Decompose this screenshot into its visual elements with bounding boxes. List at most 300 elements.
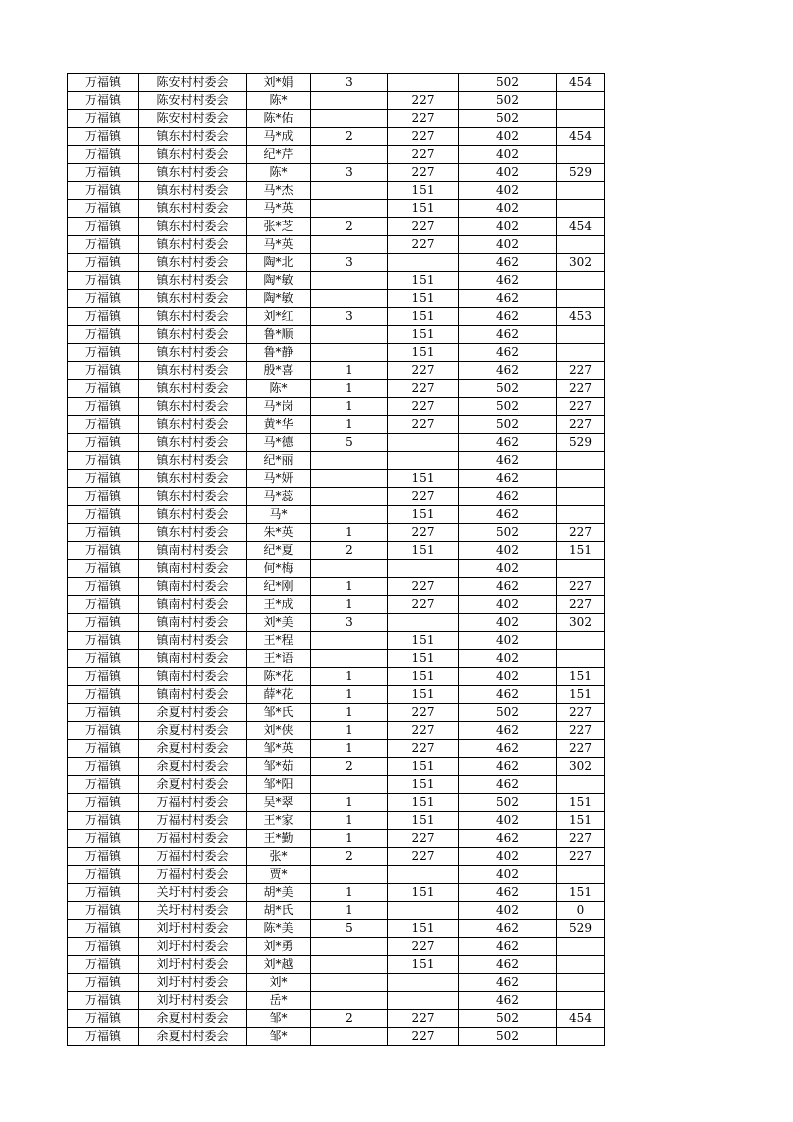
village-committee-cell: 镇东村村委会 xyxy=(139,434,247,452)
person-name-cell: 朱*英 xyxy=(247,524,311,542)
table-row xyxy=(68,272,605,290)
person-name-cell: 陈* xyxy=(247,164,311,182)
amount-a-cell xyxy=(388,434,459,452)
amount-c-cell: 227 xyxy=(557,848,605,866)
village-committee-cell: 刘圩村村委会 xyxy=(139,956,247,974)
amount-c-cell: 453 xyxy=(557,308,605,326)
count-cell: 1 xyxy=(311,524,388,542)
amount-a-cell: 151 xyxy=(388,542,459,560)
table-row xyxy=(68,200,605,218)
amount-c-cell xyxy=(557,92,605,110)
amount-c-cell: 151 xyxy=(557,812,605,830)
town-cell: 万福镇 xyxy=(68,218,139,236)
table-row xyxy=(68,992,605,1010)
amount-b-cell: 502 xyxy=(459,1028,557,1046)
amount-b-cell: 402 xyxy=(459,164,557,182)
count-cell xyxy=(311,272,388,290)
town-cell: 万福镇 xyxy=(68,578,139,596)
town-cell: 万福镇 xyxy=(68,146,139,164)
amount-c-cell: 151 xyxy=(557,542,605,560)
village-committee-cell: 镇东村村委会 xyxy=(139,362,247,380)
amount-c-cell xyxy=(557,290,605,308)
village-committee-cell: 刘圩村村委会 xyxy=(139,974,247,992)
amount-a-cell: 227 xyxy=(388,1010,459,1028)
person-name-cell: 黄*华 xyxy=(247,416,311,434)
count-cell xyxy=(311,992,388,1010)
amount-a-cell: 151 xyxy=(388,308,459,326)
town-cell: 万福镇 xyxy=(68,128,139,146)
amount-c-cell: 227 xyxy=(557,380,605,398)
table-row xyxy=(68,182,605,200)
table-row xyxy=(68,596,605,614)
person-name-cell: 王*勤 xyxy=(247,830,311,848)
amount-b-cell: 462 xyxy=(459,722,557,740)
amount-a-cell: 151 xyxy=(388,686,459,704)
village-committee-cell: 刘圩村村委会 xyxy=(139,920,247,938)
person-name-cell: 纪*芹 xyxy=(247,146,311,164)
amount-a-cell: 227 xyxy=(388,146,459,164)
amount-c-cell: 454 xyxy=(557,1010,605,1028)
amount-b-cell: 462 xyxy=(459,362,557,380)
village-committee-cell: 陈安村村委会 xyxy=(139,92,247,110)
amount-c-cell xyxy=(557,182,605,200)
amount-b-cell: 462 xyxy=(459,740,557,758)
amount-c-cell xyxy=(557,992,605,1010)
town-cell: 万福镇 xyxy=(68,812,139,830)
person-name-cell: 陶*敏 xyxy=(247,290,311,308)
table-row xyxy=(68,794,605,812)
town-cell: 万福镇 xyxy=(68,632,139,650)
amount-a-cell: 227 xyxy=(388,578,459,596)
village-committee-cell: 镇东村村委会 xyxy=(139,200,247,218)
table-row xyxy=(68,308,605,326)
person-name-cell: 刘*侠 xyxy=(247,722,311,740)
table-row xyxy=(68,452,605,470)
amount-c-cell: 0 xyxy=(557,902,605,920)
amount-b-cell: 462 xyxy=(459,920,557,938)
amount-a-cell: 151 xyxy=(388,758,459,776)
amount-c-cell: 529 xyxy=(557,920,605,938)
person-name-cell: 王*成 xyxy=(247,596,311,614)
table-row xyxy=(68,218,605,236)
town-cell: 万福镇 xyxy=(68,722,139,740)
village-committee-cell: 镇东村村委会 xyxy=(139,272,247,290)
village-committee-cell: 镇南村村委会 xyxy=(139,578,247,596)
amount-a-cell: 227 xyxy=(388,92,459,110)
count-cell xyxy=(311,650,388,668)
village-committee-cell: 陈安村村委会 xyxy=(139,74,247,92)
amount-c-cell: 454 xyxy=(557,74,605,92)
amount-b-cell: 462 xyxy=(459,776,557,794)
count-cell xyxy=(311,236,388,254)
amount-c-cell xyxy=(557,470,605,488)
count-cell: 1 xyxy=(311,380,388,398)
count-cell: 3 xyxy=(311,164,388,182)
town-cell: 万福镇 xyxy=(68,380,139,398)
table-row xyxy=(68,830,605,848)
table-row xyxy=(68,1010,605,1028)
count-cell xyxy=(311,92,388,110)
town-cell: 万福镇 xyxy=(68,344,139,362)
person-name-cell: 马* xyxy=(247,506,311,524)
town-cell: 万福镇 xyxy=(68,974,139,992)
table-row xyxy=(68,722,605,740)
village-committee-cell: 关圩村村委会 xyxy=(139,902,247,920)
person-name-cell: 邹*茹 xyxy=(247,758,311,776)
amount-a-cell: 151 xyxy=(388,794,459,812)
town-cell: 万福镇 xyxy=(68,938,139,956)
amount-c-cell xyxy=(557,146,605,164)
amount-a-cell: 227 xyxy=(388,416,459,434)
person-name-cell: 纪*夏 xyxy=(247,542,311,560)
amount-c-cell xyxy=(557,632,605,650)
count-cell xyxy=(311,632,388,650)
amount-b-cell: 462 xyxy=(459,884,557,902)
person-name-cell: 陈*花 xyxy=(247,668,311,686)
count-cell xyxy=(311,938,388,956)
table-row xyxy=(68,362,605,380)
count-cell xyxy=(311,200,388,218)
amount-b-cell: 462 xyxy=(459,326,557,344)
amount-c-cell: 529 xyxy=(557,164,605,182)
person-name-cell: 邹*英 xyxy=(247,740,311,758)
amount-b-cell: 402 xyxy=(459,632,557,650)
town-cell: 万福镇 xyxy=(68,758,139,776)
amount-a-cell: 227 xyxy=(388,1028,459,1046)
table-row xyxy=(68,884,605,902)
person-name-cell: 鲁*静 xyxy=(247,344,311,362)
count-cell: 1 xyxy=(311,794,388,812)
amount-c-cell xyxy=(557,560,605,578)
data-table xyxy=(67,73,605,1046)
amount-a-cell: 151 xyxy=(388,650,459,668)
amount-c-cell: 454 xyxy=(557,128,605,146)
village-committee-cell: 镇南村村委会 xyxy=(139,632,247,650)
person-name-cell: 陈* xyxy=(247,92,311,110)
amount-a-cell xyxy=(388,614,459,632)
amount-a-cell: 227 xyxy=(388,128,459,146)
table-row xyxy=(68,956,605,974)
amount-a-cell: 227 xyxy=(388,848,459,866)
count-cell: 3 xyxy=(311,308,388,326)
town-cell: 万福镇 xyxy=(68,308,139,326)
amount-a-cell: 151 xyxy=(388,956,459,974)
amount-c-cell: 302 xyxy=(557,254,605,272)
amount-c-cell: 529 xyxy=(557,434,605,452)
village-committee-cell: 镇东村村委会 xyxy=(139,146,247,164)
amount-a-cell: 227 xyxy=(388,218,459,236)
town-cell: 万福镇 xyxy=(68,434,139,452)
town-cell: 万福镇 xyxy=(68,362,139,380)
village-committee-cell: 镇南村村委会 xyxy=(139,560,247,578)
town-cell: 万福镇 xyxy=(68,848,139,866)
town-cell: 万福镇 xyxy=(68,290,139,308)
count-cell: 1 xyxy=(311,830,388,848)
count-cell xyxy=(311,344,388,362)
table-row xyxy=(68,542,605,560)
table-row xyxy=(68,236,605,254)
count-cell: 1 xyxy=(311,884,388,902)
person-name-cell: 马*成 xyxy=(247,128,311,146)
person-name-cell: 陈* xyxy=(247,380,311,398)
count-cell xyxy=(311,470,388,488)
amount-c-cell: 454 xyxy=(557,218,605,236)
village-committee-cell: 镇东村村委会 xyxy=(139,290,247,308)
amount-a-cell: 227 xyxy=(388,938,459,956)
table-row xyxy=(68,398,605,416)
count-cell xyxy=(311,290,388,308)
count-cell xyxy=(311,110,388,128)
village-committee-cell: 镇南村村委会 xyxy=(139,686,247,704)
amount-a-cell: 227 xyxy=(388,164,459,182)
town-cell: 万福镇 xyxy=(68,182,139,200)
amount-b-cell: 502 xyxy=(459,380,557,398)
amount-b-cell: 402 xyxy=(459,236,557,254)
town-cell: 万福镇 xyxy=(68,686,139,704)
person-name-cell: 刘*越 xyxy=(247,956,311,974)
amount-c-cell xyxy=(557,866,605,884)
village-committee-cell: 镇东村村委会 xyxy=(139,326,247,344)
village-committee-cell: 镇东村村委会 xyxy=(139,452,247,470)
table-row xyxy=(68,560,605,578)
town-cell: 万福镇 xyxy=(68,1028,139,1046)
town-cell: 万福镇 xyxy=(68,470,139,488)
amount-b-cell: 462 xyxy=(459,938,557,956)
amount-b-cell: 402 xyxy=(459,668,557,686)
amount-a-cell: 151 xyxy=(388,812,459,830)
town-cell: 万福镇 xyxy=(68,398,139,416)
town-cell: 万福镇 xyxy=(68,902,139,920)
count-cell xyxy=(311,146,388,164)
amount-b-cell: 462 xyxy=(459,758,557,776)
table-row xyxy=(68,92,605,110)
table-row xyxy=(68,74,605,92)
amount-a-cell: 227 xyxy=(388,722,459,740)
town-cell: 万福镇 xyxy=(68,488,139,506)
person-name-cell: 王*程 xyxy=(247,632,311,650)
town-cell: 万福镇 xyxy=(68,200,139,218)
table-row xyxy=(68,920,605,938)
amount-c-cell: 151 xyxy=(557,794,605,812)
village-committee-cell: 镇东村村委会 xyxy=(139,128,247,146)
village-committee-cell: 余夏村村委会 xyxy=(139,758,247,776)
count-cell: 1 xyxy=(311,686,388,704)
amount-c-cell xyxy=(557,776,605,794)
village-committee-cell: 刘圩村村委会 xyxy=(139,992,247,1010)
village-committee-cell: 镇东村村委会 xyxy=(139,236,247,254)
person-name-cell: 王*家 xyxy=(247,812,311,830)
count-cell: 2 xyxy=(311,1010,388,1028)
village-committee-cell: 镇南村村委会 xyxy=(139,614,247,632)
count-cell: 1 xyxy=(311,596,388,614)
town-cell: 万福镇 xyxy=(68,668,139,686)
amount-a-cell: 227 xyxy=(388,740,459,758)
table-row xyxy=(68,128,605,146)
count-cell xyxy=(311,182,388,200)
table-row xyxy=(68,578,605,596)
count-cell xyxy=(311,488,388,506)
village-committee-cell: 镇南村村委会 xyxy=(139,668,247,686)
amount-b-cell: 462 xyxy=(459,992,557,1010)
amount-b-cell: 462 xyxy=(459,344,557,362)
count-cell: 3 xyxy=(311,254,388,272)
amount-c-cell xyxy=(557,110,605,128)
table-row xyxy=(68,434,605,452)
count-cell xyxy=(311,326,388,344)
table-row xyxy=(68,1028,605,1046)
amount-c-cell xyxy=(557,974,605,992)
town-cell: 万福镇 xyxy=(68,596,139,614)
village-committee-cell: 镇南村村委会 xyxy=(139,650,247,668)
village-committee-cell: 镇南村村委会 xyxy=(139,596,247,614)
count-cell: 1 xyxy=(311,812,388,830)
amount-c-cell xyxy=(557,650,605,668)
amount-a-cell: 151 xyxy=(388,470,459,488)
amount-c-cell: 227 xyxy=(557,362,605,380)
amount-c-cell xyxy=(557,326,605,344)
amount-a-cell xyxy=(388,974,459,992)
amount-b-cell: 462 xyxy=(459,956,557,974)
amount-a-cell: 151 xyxy=(388,668,459,686)
amount-a-cell: 151 xyxy=(388,200,459,218)
amount-a-cell xyxy=(388,902,459,920)
amount-b-cell: 462 xyxy=(459,290,557,308)
town-cell: 万福镇 xyxy=(68,1010,139,1028)
village-committee-cell: 万福村村委会 xyxy=(139,866,247,884)
amount-a-cell xyxy=(388,254,459,272)
count-cell: 1 xyxy=(311,416,388,434)
person-name-cell: 马*蕊 xyxy=(247,488,311,506)
amount-b-cell: 402 xyxy=(459,848,557,866)
village-committee-cell: 万福村村委会 xyxy=(139,794,247,812)
table-row xyxy=(68,938,605,956)
amount-b-cell: 502 xyxy=(459,704,557,722)
village-committee-cell: 刘圩村村委会 xyxy=(139,938,247,956)
amount-a-cell: 227 xyxy=(388,398,459,416)
amount-c-cell xyxy=(557,506,605,524)
amount-a-cell: 151 xyxy=(388,632,459,650)
table-row xyxy=(68,776,605,794)
village-committee-cell: 镇东村村委会 xyxy=(139,218,247,236)
count-cell xyxy=(311,974,388,992)
amount-b-cell: 502 xyxy=(459,398,557,416)
town-cell: 万福镇 xyxy=(68,920,139,938)
amount-c-cell: 227 xyxy=(557,416,605,434)
amount-a-cell: 151 xyxy=(388,272,459,290)
amount-a-cell: 227 xyxy=(388,596,459,614)
table-row xyxy=(68,506,605,524)
person-name-cell: 邹* xyxy=(247,1010,311,1028)
amount-c-cell xyxy=(557,938,605,956)
town-cell: 万福镇 xyxy=(68,110,139,128)
count-cell xyxy=(311,452,388,470)
count-cell xyxy=(311,866,388,884)
person-name-cell: 马*杰 xyxy=(247,182,311,200)
person-name-cell: 鲁*顺 xyxy=(247,326,311,344)
amount-c-cell: 302 xyxy=(557,614,605,632)
amount-a-cell: 151 xyxy=(388,290,459,308)
table-row xyxy=(68,380,605,398)
amount-c-cell: 227 xyxy=(557,596,605,614)
amount-c-cell: 227 xyxy=(557,830,605,848)
count-cell: 1 xyxy=(311,398,388,416)
person-name-cell: 胡*氏 xyxy=(247,902,311,920)
amount-b-cell: 502 xyxy=(459,524,557,542)
person-name-cell: 陶*北 xyxy=(247,254,311,272)
village-committee-cell: 余夏村村委会 xyxy=(139,722,247,740)
amount-a-cell xyxy=(388,74,459,92)
count-cell: 1 xyxy=(311,362,388,380)
person-name-cell: 张* xyxy=(247,848,311,866)
village-committee-cell: 万福村村委会 xyxy=(139,812,247,830)
table-row xyxy=(68,110,605,128)
village-committee-cell: 镇东村村委会 xyxy=(139,182,247,200)
amount-c-cell xyxy=(557,488,605,506)
person-name-cell: 马*妍 xyxy=(247,470,311,488)
village-committee-cell: 镇东村村委会 xyxy=(139,344,247,362)
amount-b-cell: 462 xyxy=(459,830,557,848)
amount-b-cell: 402 xyxy=(459,542,557,560)
amount-a-cell xyxy=(388,992,459,1010)
amount-c-cell xyxy=(557,344,605,362)
amount-c-cell: 151 xyxy=(557,686,605,704)
amount-a-cell: 151 xyxy=(388,182,459,200)
table-row xyxy=(68,416,605,434)
village-committee-cell: 余夏村村委会 xyxy=(139,704,247,722)
town-cell: 万福镇 xyxy=(68,236,139,254)
table-row xyxy=(68,866,605,884)
person-name-cell: 贾* xyxy=(247,866,311,884)
town-cell: 万福镇 xyxy=(68,74,139,92)
amount-c-cell xyxy=(557,272,605,290)
table-row xyxy=(68,848,605,866)
person-name-cell: 纪*丽 xyxy=(247,452,311,470)
person-name-cell: 陈*美 xyxy=(247,920,311,938)
person-name-cell: 纪*刚 xyxy=(247,578,311,596)
count-cell: 1 xyxy=(311,740,388,758)
table-row xyxy=(68,758,605,776)
amount-a-cell xyxy=(388,560,459,578)
table-row xyxy=(68,974,605,992)
village-committee-cell: 镇东村村委会 xyxy=(139,380,247,398)
person-name-cell: 马*德 xyxy=(247,434,311,452)
person-name-cell: 陶*敏 xyxy=(247,272,311,290)
amount-c-cell xyxy=(557,236,605,254)
count-cell: 1 xyxy=(311,902,388,920)
town-cell: 万福镇 xyxy=(68,524,139,542)
amount-b-cell: 462 xyxy=(459,488,557,506)
village-committee-cell: 镇东村村委会 xyxy=(139,506,247,524)
town-cell: 万福镇 xyxy=(68,776,139,794)
table-row xyxy=(68,704,605,722)
village-committee-cell: 余夏村村委会 xyxy=(139,1010,247,1028)
amount-b-cell: 402 xyxy=(459,902,557,920)
amount-a-cell: 227 xyxy=(388,524,459,542)
amount-b-cell: 462 xyxy=(459,470,557,488)
amount-b-cell: 402 xyxy=(459,560,557,578)
count-cell: 5 xyxy=(311,434,388,452)
village-committee-cell: 陈安村村委会 xyxy=(139,110,247,128)
amount-a-cell: 151 xyxy=(388,884,459,902)
amount-c-cell: 151 xyxy=(557,884,605,902)
village-committee-cell: 镇东村村委会 xyxy=(139,488,247,506)
person-name-cell: 刘*勇 xyxy=(247,938,311,956)
amount-b-cell: 462 xyxy=(459,272,557,290)
count-cell xyxy=(311,1028,388,1046)
table-row xyxy=(68,740,605,758)
person-name-cell: 刘* xyxy=(247,974,311,992)
amount-c-cell: 227 xyxy=(557,704,605,722)
